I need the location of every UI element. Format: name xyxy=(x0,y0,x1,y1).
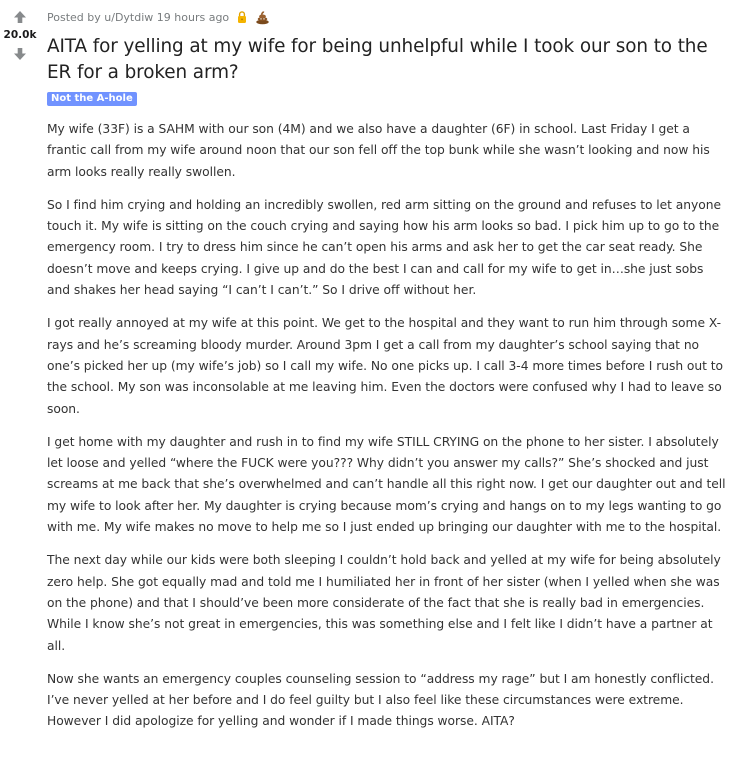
post-paragraph: I got really annoyed at my wife at this point. We get to the hospital and they want to run him through some X-rays and he’s screaming bloody murder. Around 3pm I get a call from my daughter’s school saying that no one’s picked her up (my wife’s job) so I call my wife. No one picks up. I call 3-4 more times before I rush out to the school. My son was inconsolable at me leaving him. Even the doctors were confused why I had to leave so soon. xyxy=(47,316,724,416)
down-arrow-icon xyxy=(13,47,27,61)
post-body xyxy=(47,119,729,733)
post-flair[interactable]: Not the A-hole xyxy=(47,92,137,106)
post-meta xyxy=(47,0,727,33)
posted-by-label: Posted by xyxy=(47,10,101,24)
gold-lock-award-icon[interactable] xyxy=(235,10,249,24)
post-paragraph: Now she wants an emergency couples counseling session to “address my rage” but I am honestly conflicted. I’ve never yelled at her before and I do feel guilty but I also feel like these circumstances were extreme. However I did apologize for yelling and wonder if I made things worse. AITA? xyxy=(47,671,714,729)
post-content xyxy=(47,0,727,745)
up-arrow-icon xyxy=(13,10,27,24)
vote-score: 20.0k xyxy=(3,29,37,41)
post-paragraph: So I find him crying and holding an incredibly swollen, red arm sitting on the ground and refuses to let anyone touch it. My wife is sitting on the couch crying and saying how his arm looks so bad. I pick him up to go to the emergency room. I try to dress him since he can’t open his arms and ask her to get the car seat ready. She doesn’t move and keeps crying. I give up and do the best I can and call for my wife to get in…she just sobs and shakes her head saying “I can’t I can’t.” So I drive off without her. xyxy=(47,197,721,298)
post-timestamp[interactable]: 19 hours ago xyxy=(156,10,230,24)
upvote-button[interactable] xyxy=(8,6,32,28)
post-paragraph: The next day while our kids were both sleeping I couldn’t hold back and yelled at my wife for being absolutely zero help. She got equally mad and told me I humiliated her in front of her sister (when I yelled when she was on the phone) and that I should’ve been more considerate of the fact that she is really bad in emergencies. While I know she’s not great in emergencies, this was something else and I felt like I didn’t have a partner at all. xyxy=(47,553,721,653)
post-title[interactable]: AITA for yelling at my wife for being unhelpful while I took our son to the ER for a broken arm? xyxy=(47,36,708,83)
post-paragraph: I get home with my daughter and rush in to find my wife STILL CRYING on the phone to her sister. I absolutely let loose and yelled “where the FUCK were you??? Why didn’t you answer my calls?” She’s shocked and just screams at me back that she’s overwhelmed and can’t handle all this right now. I get our daughter out and tell my wife to look after her. My daughter is crying because mom’s crying and hangs on to my legs wanting to go with me. My wife makes no move to help me so I just ended up bringing our daughter with me to the hospital. xyxy=(47,434,726,535)
author-link[interactable]: u/Dytdiw xyxy=(104,10,154,24)
poop-award-icon[interactable] xyxy=(255,10,270,25)
vote-column xyxy=(0,6,40,65)
post-paragraph: My wife (33F) is a SAHM with our son (4M) and we also have a daughter (6F) in school. Last Friday I get a frantic call from my wife around noon that our son fell off the top bunk while she wasn’t looking and now his arm looks really really swollen. xyxy=(47,122,710,179)
downvote-button[interactable] xyxy=(8,43,32,65)
